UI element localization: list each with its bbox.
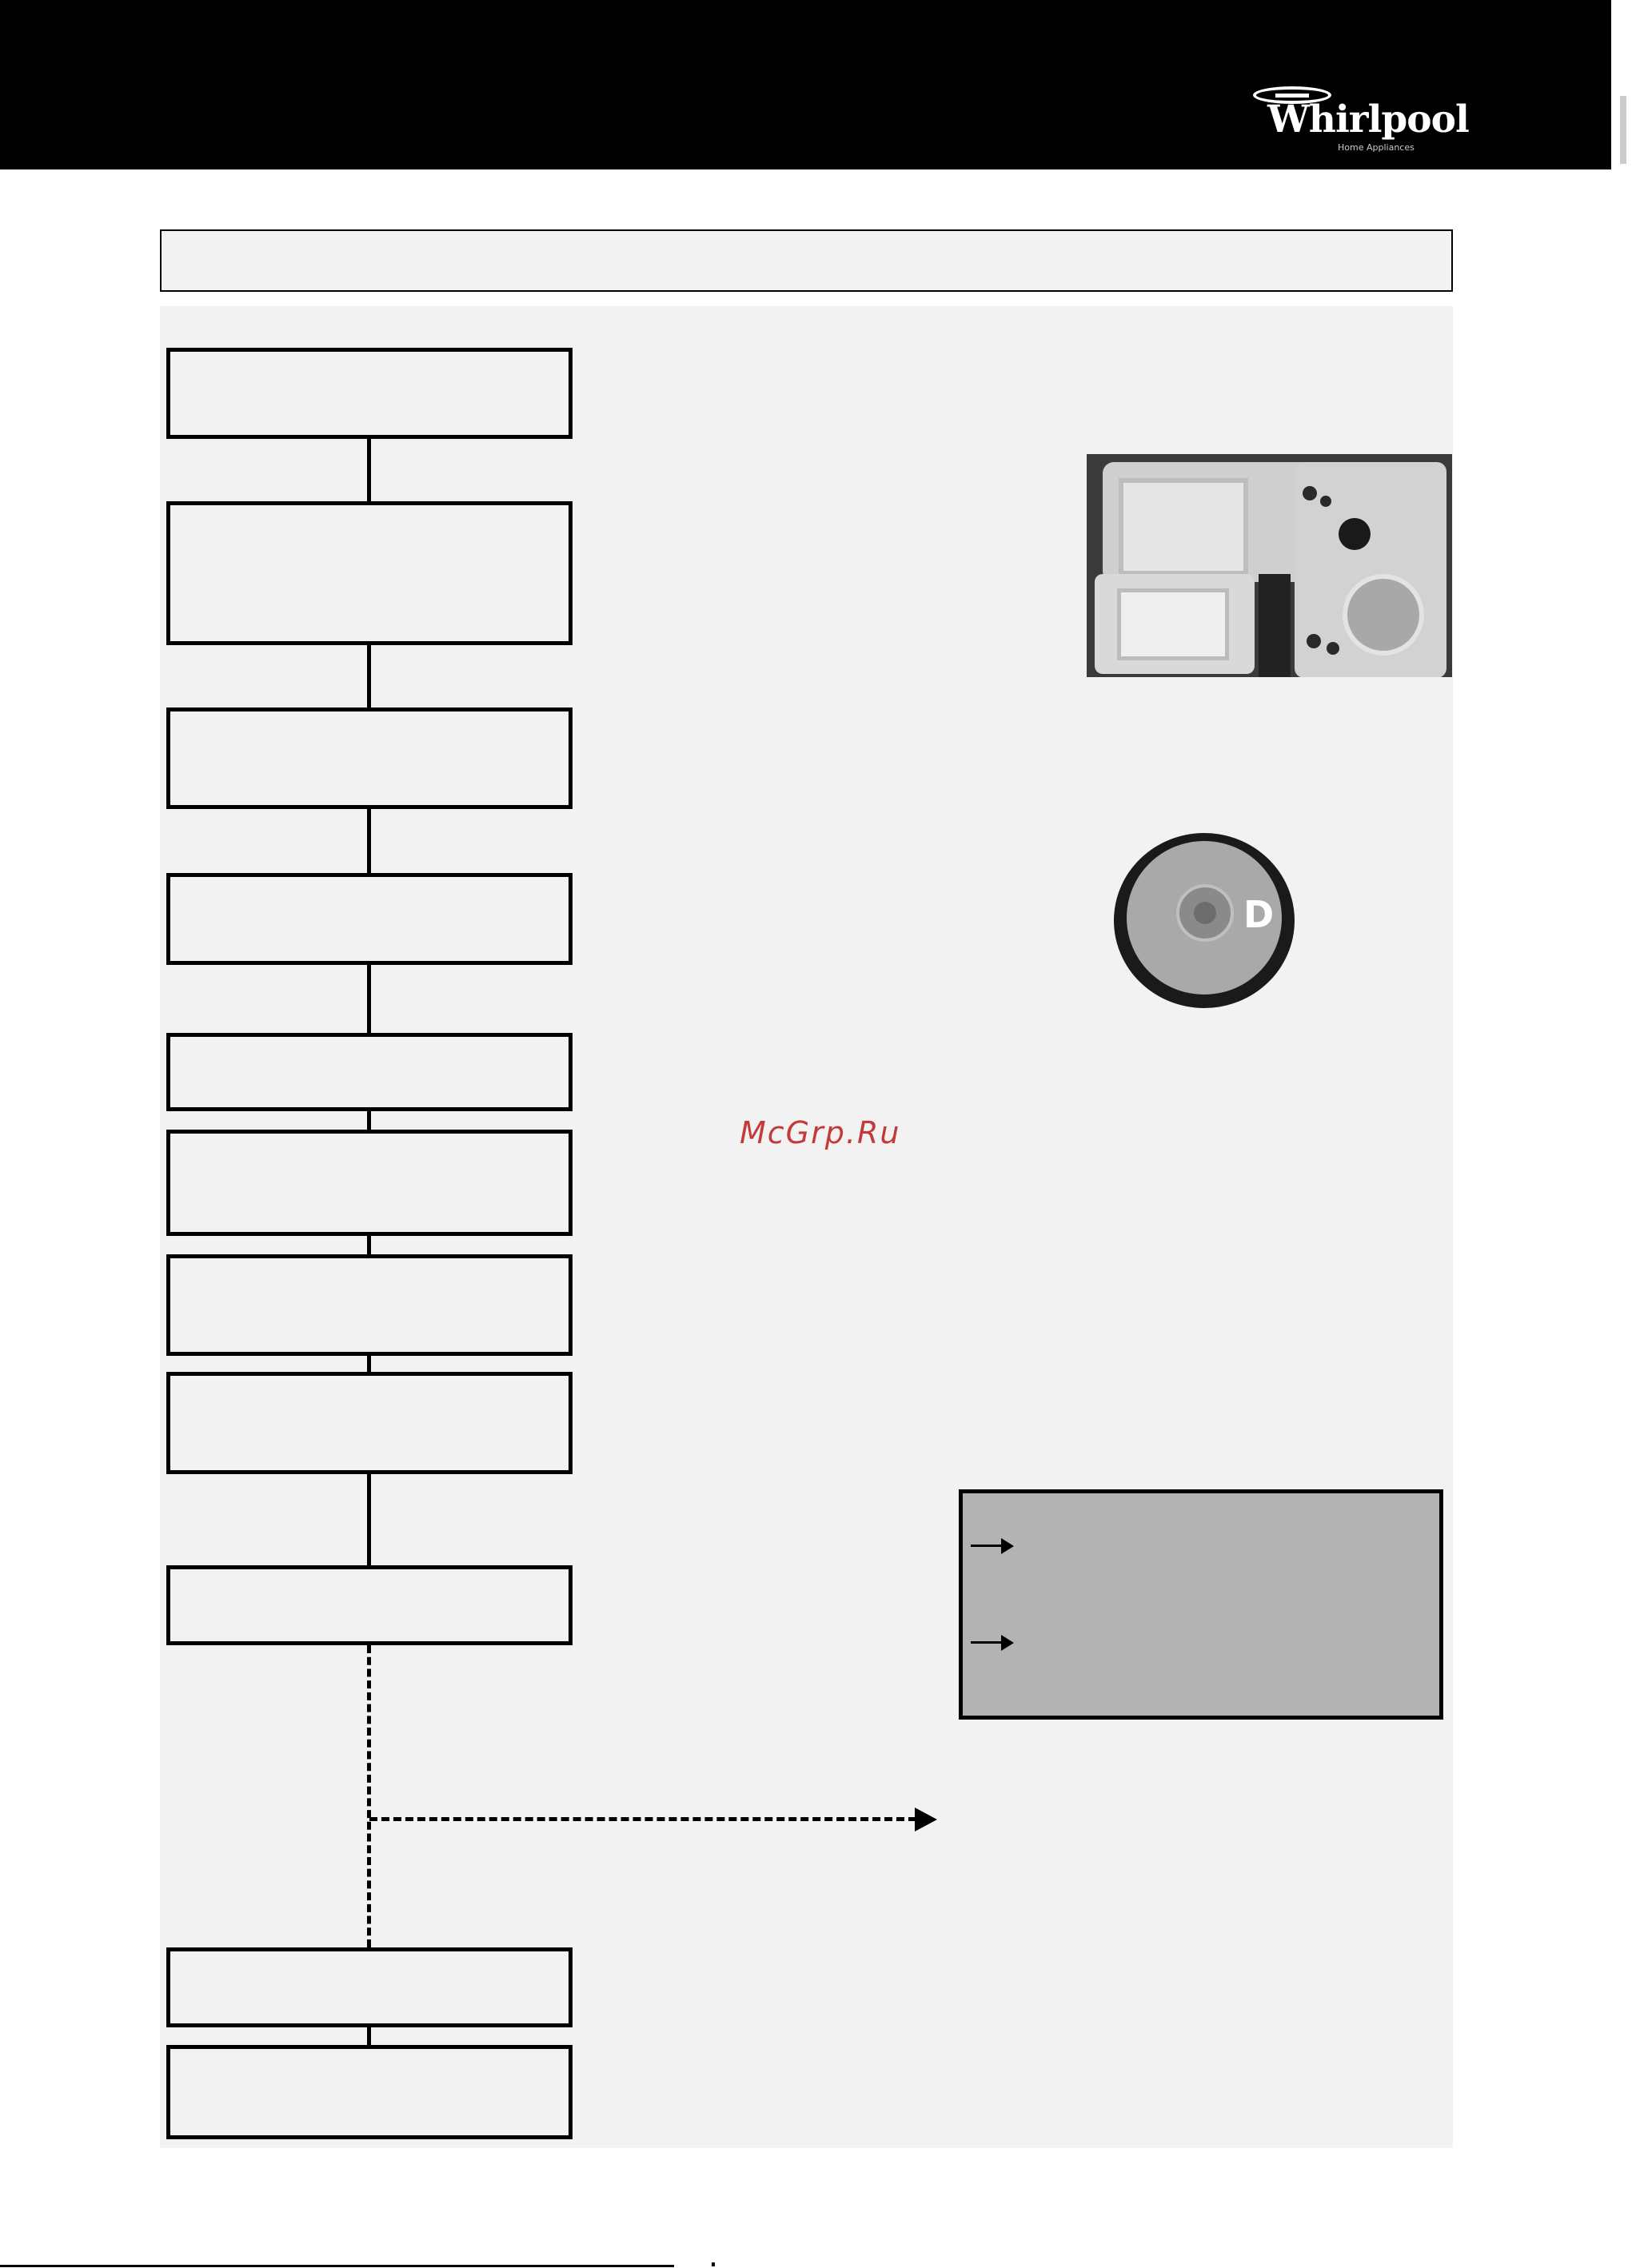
flow-step-8 (166, 1372, 573, 1474)
flow-step-1 (166, 348, 573, 439)
flow-step-3 (166, 708, 573, 809)
flow-connector (367, 644, 371, 709)
footer-rule (0, 2265, 674, 2267)
flow-connector (367, 1234, 371, 1256)
rinse-aid-cap-photo (1114, 833, 1295, 1008)
detergent-dispenser-tray-photo (1087, 454, 1452, 677)
flow-connector (367, 437, 371, 503)
flow-connector (367, 1473, 371, 1567)
flow-step-10 (166, 1947, 573, 2027)
arrow-right-icon (971, 1538, 1014, 1554)
edge-mark (1620, 96, 1626, 164)
footer-mark (712, 2262, 715, 2266)
header-bar (0, 0, 1611, 169)
cap-letter-label: D (1243, 893, 1275, 936)
flow-connector (367, 1354, 371, 1373)
watermark: McGrp.Ru (740, 1115, 901, 1150)
flow-dashed-branch (369, 1817, 916, 1821)
dashed-arrow-right-icon (915, 1808, 937, 1832)
section-title-bar (160, 229, 1453, 292)
flow-step-11 (166, 2045, 573, 2139)
flow-step-7 (166, 1254, 573, 1356)
flow-dashed-connector (367, 1645, 371, 1947)
flow-connector (367, 2026, 371, 2047)
logo-wordmark: Whirlpool (1267, 98, 1469, 142)
flow-connector (367, 1110, 371, 1131)
flow-step-2 (166, 501, 573, 645)
whirlpool-logo (1250, 86, 1469, 158)
flow-step-5 (166, 1033, 573, 1111)
flow-step-6 (166, 1130, 573, 1236)
note-box (959, 1489, 1443, 1720)
flow-step-9 (166, 1565, 573, 1645)
flow-step-4 (166, 873, 573, 965)
flow-connector (367, 963, 371, 1034)
logo-tagline: Home Appliances (1338, 142, 1415, 153)
arrow-right-icon (971, 1635, 1014, 1651)
flow-connector (367, 807, 371, 875)
